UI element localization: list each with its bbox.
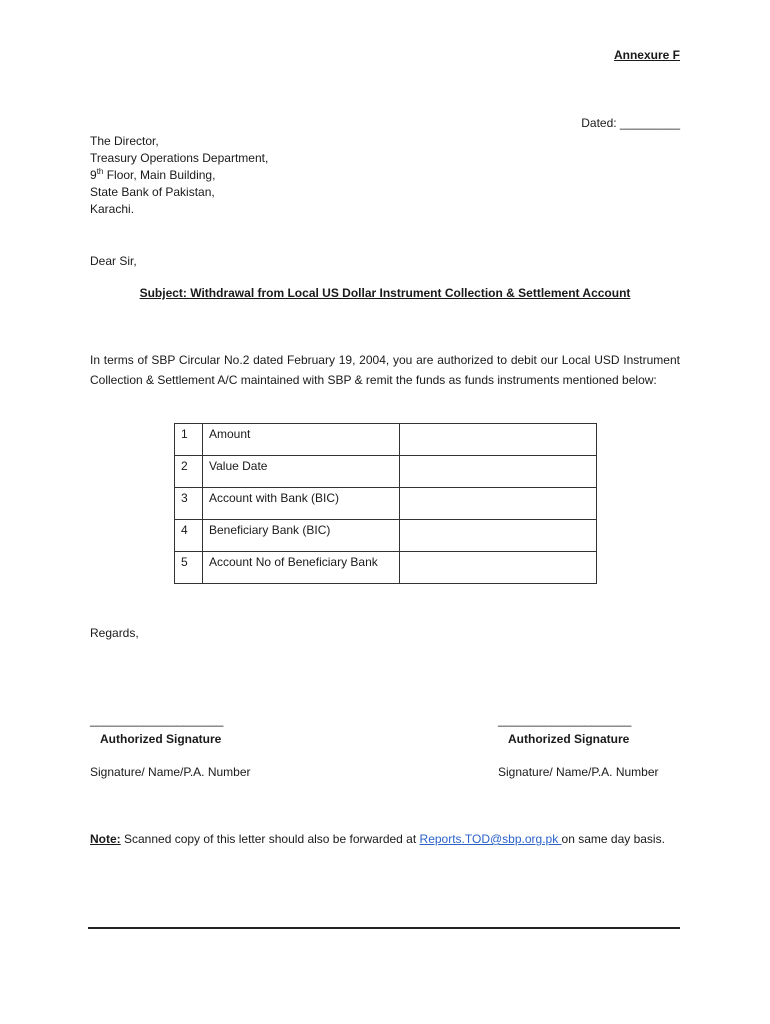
- address-line: Karachi.: [90, 202, 135, 216]
- row-label: Account with Bank (BIC): [203, 488, 400, 520]
- note-paragraph: [90, 829, 680, 849]
- address-line: State Bank of Pakistan,: [90, 185, 215, 199]
- floor-number: 9: [90, 168, 97, 182]
- left-signature-details: Signature/ Name/P.A. Number: [90, 765, 251, 779]
- table-row: [175, 552, 597, 584]
- row-label: Amount: [203, 424, 400, 456]
- left-signature-line: ____________________: [90, 713, 224, 727]
- address-line: Treasury Operations Department,: [90, 151, 269, 165]
- row-number: 2: [175, 456, 203, 488]
- note-text: Scanned copy of this letter should also be forwarded at: [120, 832, 420, 846]
- table-row: [175, 520, 597, 552]
- row-number: 1: [175, 424, 203, 456]
- salutation: Dear Sir,: [90, 254, 137, 268]
- left-signature-title: Authorized Signature: [100, 732, 222, 746]
- note-text-end: on same day basis.: [561, 832, 665, 846]
- subject-line: Subject: Withdrawal from Local US Dollar Instrument Collection & Settlement Account: [139, 286, 631, 300]
- row-value: [400, 456, 597, 488]
- body-paragraph: In terms of SBP Circular No.2 dated February 19, 2004, you are authorized to debit our Local USD Instrument Collection & Settlement A/C maintained with SBP & remit the funds as funds instruments mentioned below:: [90, 353, 680, 387]
- row-label: Beneficiary Bank (BIC): [203, 520, 400, 552]
- row-label: Account No of Beneficiary Bank: [203, 552, 400, 584]
- instrument-details-table: [174, 423, 597, 584]
- row-value: [400, 488, 597, 520]
- table-row: [175, 424, 597, 456]
- note-label: Note:: [90, 832, 121, 846]
- footer-divider: [88, 927, 680, 929]
- floor-suffix: th: [96, 167, 104, 176]
- row-number: 5: [175, 552, 203, 584]
- email-link[interactable]: Reports.TOD@sbp.org.pk: [419, 832, 562, 846]
- row-number: 4: [175, 520, 203, 552]
- right-signature-title: Authorized Signature: [508, 732, 630, 746]
- dated-field: Dated: _________: [581, 116, 680, 130]
- table-row: [175, 456, 597, 488]
- address-line: [90, 167, 268, 184]
- floor-rest: Floor, Main Building,: [103, 168, 216, 182]
- row-value: [400, 424, 597, 456]
- closing: Regards,: [90, 626, 139, 640]
- recipient-address: [90, 133, 268, 218]
- row-number: 3: [175, 488, 203, 520]
- address-line: The Director,: [90, 134, 159, 148]
- row-value: [400, 552, 597, 584]
- row-label: Value Date: [203, 456, 400, 488]
- table-row: [175, 488, 597, 520]
- right-signature-line: ____________________: [498, 713, 632, 727]
- row-value: [400, 520, 597, 552]
- right-signature-details: Signature/ Name/P.A. Number: [498, 765, 659, 779]
- annexure-label: Annexure F: [613, 48, 680, 62]
